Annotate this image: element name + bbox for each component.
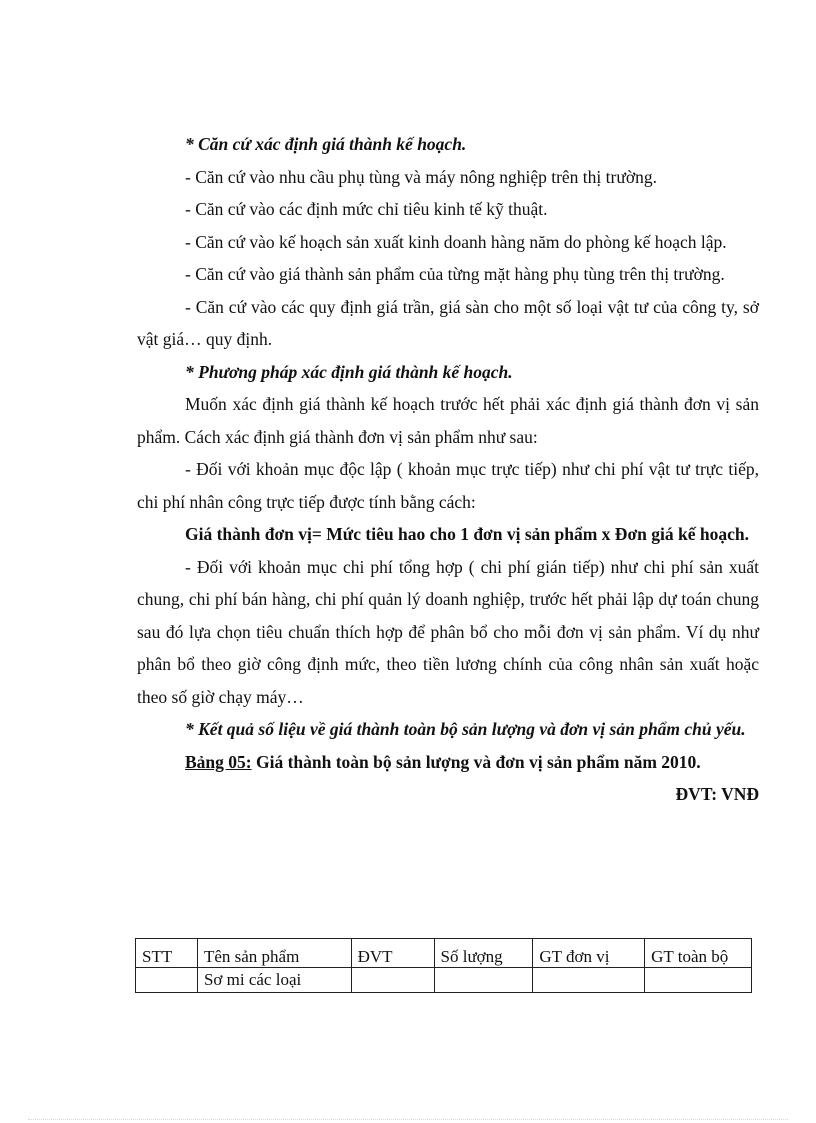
document-body xyxy=(137,128,759,811)
bullet-item: - Căn cứ vào các định mức chỉ tiêu kinh tế kỹ thuật. xyxy=(185,199,548,219)
table-cell xyxy=(533,968,645,993)
paragraph: - Đối với khoản mục chi phí tổng hợp ( chi phí gián tiếp) như chi phí sản xuất chung, chi phí bán hàng, chi phí quản lý doanh nghiệp, trước hết phải lập dự toán chung sau đó lựa chọn tiêu chuẩn thích hợp để phân bổ cho mỗi đơn vị sản phẩm. Ví dụ như phân bổ theo giờ công định mức, theo tiền lương chính của công nhân sản xuất hoặc theo số giờ chạy máy… xyxy=(137,556,759,707)
paragraph: Muốn xác định giá thành kế hoạch trước hết phải xác định giá thành đơn vị sản phẩm. Cách xác định giá thành đơn vị sản phẩm như sau: xyxy=(137,394,759,447)
page-bottom-rule xyxy=(28,1119,788,1120)
table-header-cell: STT xyxy=(136,939,198,968)
table-unit: ĐVT: VNĐ xyxy=(675,784,759,804)
table-header-cell: GT đơn vị xyxy=(533,939,645,968)
heading-planned-cost-basis: * Căn cứ xác định giá thành kế hoạch. xyxy=(185,134,467,154)
formula: Giá thành đơn vị= Mức tiêu hao cho 1 đơn vị sản phẩm x Đơn giá kế hoạch. xyxy=(185,524,749,544)
bullet-item: - Căn cứ vào các quy định giá trần, giá sàn cho một số loại vật tư của công ty, sở vật giá… quy định. xyxy=(137,296,759,349)
paragraph: - Đối với khoản mục độc lập ( khoản mục trực tiếp) như chi phí vật tư trực tiếp, chi phí nhân công trực tiếp được tính bằng cách: xyxy=(137,459,759,512)
table-header-cell: Tên sản phẩm xyxy=(197,939,351,968)
cost-table xyxy=(135,938,752,993)
table-cell xyxy=(136,968,198,993)
table-header-cell: ĐVT xyxy=(351,939,434,968)
bullet-item: - Căn cứ vào kế hoạch sản xuất kinh doanh hàng năm do phòng kế hoạch lập. xyxy=(185,231,727,252)
bullet-item: - Căn cứ vào nhu cầu phụ tùng và máy nông nghiệp trên thị trường. xyxy=(185,166,657,187)
table-caption-label: Bảng 05: xyxy=(185,751,252,772)
bullet-item: - Căn cứ vào giá thành sản phẩm của từng mặt hàng phụ tùng trên thị trường. xyxy=(185,264,725,284)
table-header-cell: GT toàn bộ xyxy=(645,939,752,968)
table-cell xyxy=(351,968,434,993)
heading-results: * Kết quả số liệu về giá thành toàn bộ sản lượng và đơn vị sản phẩm chủ yếu. xyxy=(185,719,746,739)
table-header-row xyxy=(136,939,752,968)
table-header-cell: Số lượng xyxy=(434,939,533,968)
table-cell xyxy=(645,968,752,993)
table-caption xyxy=(137,746,759,779)
heading-planned-cost-method: * Phương pháp xác định giá thành kế hoạch. xyxy=(185,361,513,382)
table-cell xyxy=(434,968,533,993)
table-cell: Sơ mi các loại xyxy=(197,968,351,993)
table-row xyxy=(136,968,752,993)
table-caption-text: Giá thành toàn bộ sản lượng và đơn vị sản phẩm năm 2010. xyxy=(251,751,701,772)
